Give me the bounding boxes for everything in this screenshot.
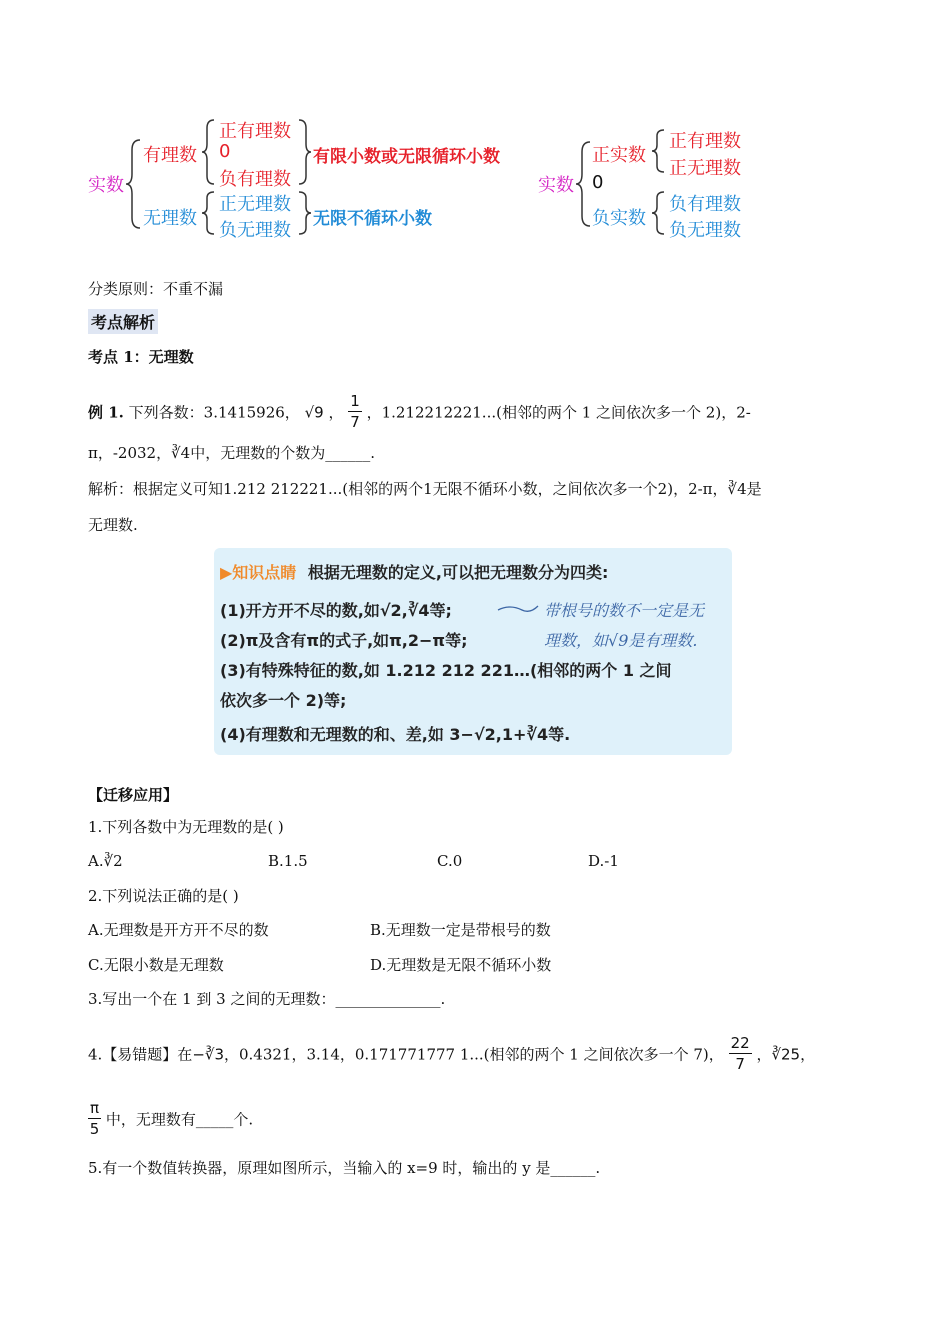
knowledge-item-3: (3)有特殊特征的数,如 1.212 212 221…(相邻的两个 1 之间	[220, 661, 672, 680]
example-fraction	[348, 391, 362, 432]
q4-pi-denominator: 5	[89, 1120, 100, 1138]
positive-real-item-1: 正无理数	[669, 158, 741, 179]
irrational-desc: 无限不循环小数	[313, 209, 432, 229]
example-text-a: 下列各数：3.1415926，	[128, 403, 300, 422]
q4-fraction-denominator: 7	[735, 1055, 745, 1073]
right-root-label: 实数	[538, 175, 574, 196]
q4-line-2	[88, 1100, 253, 1141]
positive-real-brace	[652, 128, 666, 174]
zero-label: 0	[592, 172, 604, 193]
example-fraction-denominator: 7	[350, 413, 360, 431]
q1-stem: 1.下列各数中为无理数的是( )	[88, 818, 284, 836]
left-root-label: 实数	[88, 175, 124, 196]
q2-option-b: B.无理数一定是带根号的数	[370, 921, 551, 939]
q1-option-d: D.-1	[588, 852, 619, 870]
handwritten-note-line-1: 带根号的数不一定是无	[544, 601, 705, 620]
q2-option-c: C.无限小数是无理数	[88, 956, 224, 974]
rational-brace	[202, 118, 216, 186]
negative-real-label: 负实数	[592, 208, 646, 229]
example-analysis-line-1: 解析：根据定义可知1.212 212221...(相邻的两个1无限不循环小数，之间依次多一个2)，2-π，∛4是	[88, 480, 762, 498]
negative-real-item-0: 负有理数	[669, 194, 741, 215]
example-1-line-2: π，-2032，∛4中，无理数的个数为______.	[88, 444, 375, 462]
rational-label: 有理数	[143, 145, 197, 166]
q4-tail: 中，无理数有_____个.	[105, 1110, 254, 1129]
left-root-brace	[126, 138, 142, 230]
example-analysis-line-2: 无理数.	[88, 516, 138, 534]
knowledge-item-1: (1)开方开不尽的数,如√2,∛4等;	[220, 601, 452, 620]
irrational-item-1: 负无理数	[219, 220, 291, 241]
rational-item-1: 0	[219, 141, 231, 162]
irrational-item-0: 正无理数	[219, 194, 291, 215]
knowledge-heading-row	[220, 560, 608, 583]
annotation-arrow	[496, 600, 540, 616]
q2-option-d: D.无理数是无限不循环小数	[370, 956, 552, 974]
positive-real-label: 正实数	[592, 145, 646, 166]
negative-real-brace	[652, 190, 666, 236]
knowledge-point-box	[214, 548, 732, 755]
q4-pi-numerator: π	[90, 1099, 100, 1117]
q1-option-b: B.1.5	[268, 852, 308, 870]
right-root-brace	[576, 140, 592, 228]
rational-item-0: 正有理数	[219, 121, 291, 142]
classification-principle: 分类原则：不重不漏	[88, 280, 224, 298]
q4-fraction-numerator: 22	[730, 1034, 750, 1052]
q1-option-c: C.0	[437, 852, 463, 870]
q1-option-a: A.∛2	[88, 852, 123, 870]
negative-real-item-1: 负无理数	[669, 220, 741, 241]
example-root-9: √9	[304, 403, 324, 422]
section-title: 考点解析	[88, 309, 158, 334]
example-1-line-1: 例 1. 下列各数：3.1415926， √9 ， $\frac{1}{7}$ ，1.212212221...(相邻的两个 1 之间依次多一个 2)，2-	[88, 392, 751, 431]
q4-fraction-22-7	[729, 1033, 752, 1074]
rational-desc: 有限小数或无限循环小数	[313, 147, 500, 167]
knowledge-item-3-cont: 依次多一个 2)等;	[220, 691, 347, 710]
irrational-brace	[202, 190, 216, 236]
irrational-label: 无理数	[143, 208, 197, 229]
q2-option-a: A.无理数是开方开不尽的数	[88, 921, 269, 939]
q4-prefix: 4.【易错题】在	[88, 1045, 193, 1064]
kaodian-title: 考点 1：无理数	[88, 348, 194, 366]
knowledge-heading: 根据无理数的定义,可以把无理数分为四类:	[307, 563, 609, 582]
q4-neg-cbrt3: −∛3	[192, 1045, 224, 1064]
q4-fraction-pi-5	[88, 1098, 101, 1139]
practice-title: 【迁移应用】	[88, 786, 179, 804]
rational-item-2: 负有理数	[219, 169, 291, 190]
knowledge-tag: ▶知识点睛	[220, 563, 297, 582]
knowledge-item-2: (2)π及含有π的式子,如π,2−π等;	[220, 631, 468, 650]
example-label: 例 1.	[88, 403, 124, 422]
knowledge-item-4: (4)有理数和无理数的和、差,如 3−√2,1+∛4等.	[220, 725, 571, 744]
rational-desc-brace	[297, 118, 311, 186]
handwritten-note-line-2: 理数，如√9是有理数.	[544, 631, 698, 650]
example-fraction-numerator: 1	[350, 392, 360, 410]
q4-text: ，0.4321̇，3.14，0.171771777 1...(相邻的两个 1 之间依次多一个 7)，	[223, 1045, 724, 1064]
q3-stem: 3.写出一个在 1 到 3 之间的无理数：______________.	[88, 990, 446, 1008]
example-text-b: ，1.212212221...(相邻的两个 1 之间依次多一个 2)，2-	[366, 403, 751, 422]
irrational-desc-brace	[297, 190, 311, 236]
q2-stem: 2.下列说法正确的是( )	[88, 887, 239, 905]
q4-line-1	[88, 1035, 815, 1076]
q5-stem: 5.有一个数值转换器，原理如图所示，当输入的 x=9 时，输出的 y 是______.	[88, 1159, 601, 1177]
positive-real-item-0: 正有理数	[669, 131, 741, 152]
q4-cbrt25: ，∛25，	[756, 1045, 816, 1064]
